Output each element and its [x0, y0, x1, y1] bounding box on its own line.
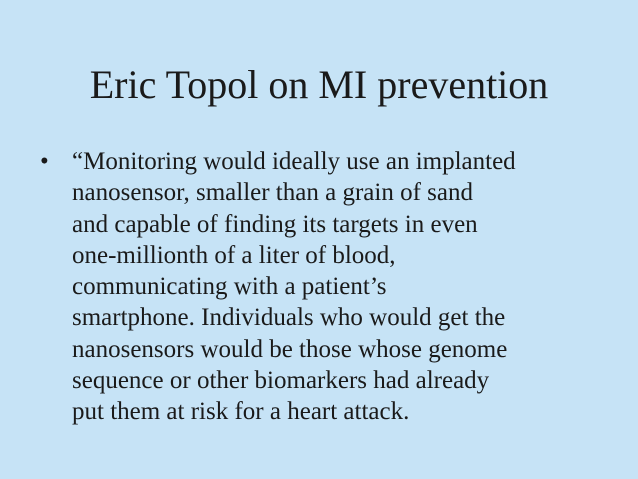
bullet-text-line: communicating with a patient’s	[72, 273, 387, 301]
bullet-text	[72, 146, 620, 428]
slide-title: Eric Topol on MI prevention	[89, 62, 549, 107]
bullet-marker: •	[40, 148, 49, 175]
bullet-text-line: nanosensors would be those whose genome	[72, 335, 508, 363]
bullet-text-line: nanosensor, smaller than a grain of sand	[72, 179, 473, 207]
bullet-text-line: and capable of finding its targets in even	[72, 210, 478, 238]
bullet-text-line: one-millionth of a liter of blood,	[72, 241, 396, 269]
bullet-text-line: sequence or other biomarkers had already	[72, 367, 490, 395]
bullet-item	[40, 146, 620, 428]
bullet-text-line: “Monitoring would ideally use an implanted	[72, 148, 516, 175]
bullet-text-line: put them at risk for a heart attack.	[72, 398, 410, 426]
bullet-text-line: smartphone. Individuals who would get the	[72, 304, 506, 332]
bullet-list	[40, 146, 620, 428]
